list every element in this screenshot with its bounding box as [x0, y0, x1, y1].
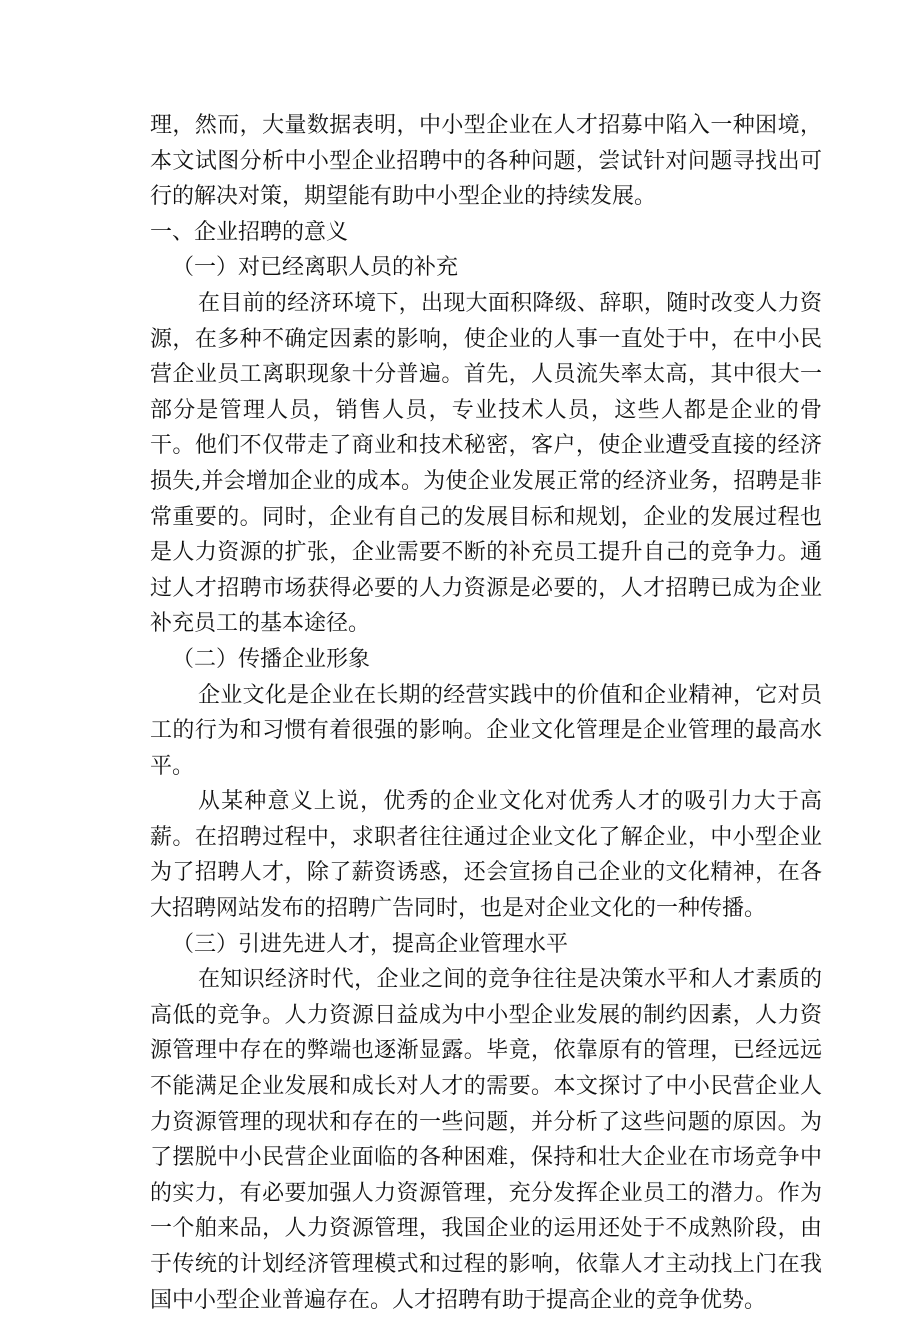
body-paragraph: 从某种意义上说，优秀的企业文化对优秀人才的吸引力大于高薪。在招聘过程中，求职者往往通过企业文化了解企业，中小型企业为了招聘人才，除了薪资诱惑，还会宣扬自己企业的文化精神，在各大招聘网站发布的招聘广告同时，也是对企业文化的一种传播。	[150, 789, 822, 922]
intro-paragraph: 理，然而，大量数据表明，中小型企业在人才招募中陷入一种困境，本文试图分析中小型企业招聘中的各种问题，尝试针对问题寻找出可行的解决对策，期望能有助中小型企业的持续发展。	[150, 113, 822, 210]
subsection-heading-1: （一）对已经离职人员的补充	[172, 255, 459, 281]
subsection-heading-3: （三）引进先进人才，提高企业管理水平	[172, 931, 569, 957]
section-heading-recruitment-significance: 一、企业招聘的意义	[150, 219, 349, 245]
body-paragraph: 在目前的经济环境下，出现大面积降级、辞职，随时改变人力资源，在多种不确定因素的影响，使企业的人事一直处于中，在中小民营企业员工离职现象十分普遍。首先，人员流失率太高，其中很大一部分是管理人员，销售人员，专业技术人员，这些人都是企业的骨干。他们不仅带走了商业和技术秘密，客户，使企业遭受直接的经济损失,并会增加企业的成本。为使企业发展正常的经济业务，招聘是非常重要的。同时，企业有自己的发展目标和规划，企业的发展过程也是人力资源的扩张，企业需要不断的补充员工提升自己的竞争力。通过人才招聘市场获得必要的人力资源是必要的，人才招聘已成为企业补充员工的基本途径。	[150, 290, 822, 637]
body-paragraph: 企业文化是企业在长期的经营实践中的价值和企业精神，它对员工的行为和习惯有着很强的影响。企业文化管理是企业管理的最高水平。	[150, 682, 822, 779]
subsection-heading-2: （二）传播企业形象	[172, 646, 371, 672]
body-paragraph: 在知识经济时代，企业之间的竞争往往是决策水平和人才素质的高低的竞争。人力资源日益成为中小型企业发展的制约因素，人力资源管理中存在的弊端也逐渐显露。毕竟，依靠原有的管理，已经远远不能满足企业发展和成长对人才的需要。本文探讨了中小民营企业人力资源管理的现状和存在的一些问题，并分析了这些问题的原因。为了摆脱中小民营企业面临的各种困难，保持和壮大企业在市场竞争中的实力，有必要加强人力资源管理，充分发挥企业员工的潜力。作为一个舶来品，人力资源管理，我国企业的运用还处于不成熟阶段，由于传统的计划经济管理模式和过程的影响，依靠人才主动找上门在我国中小型企业普遍存在。人才招聘有助于提高企业的竞争优势。	[150, 967, 822, 1313]
document-page	[150, 108, 822, 1318]
